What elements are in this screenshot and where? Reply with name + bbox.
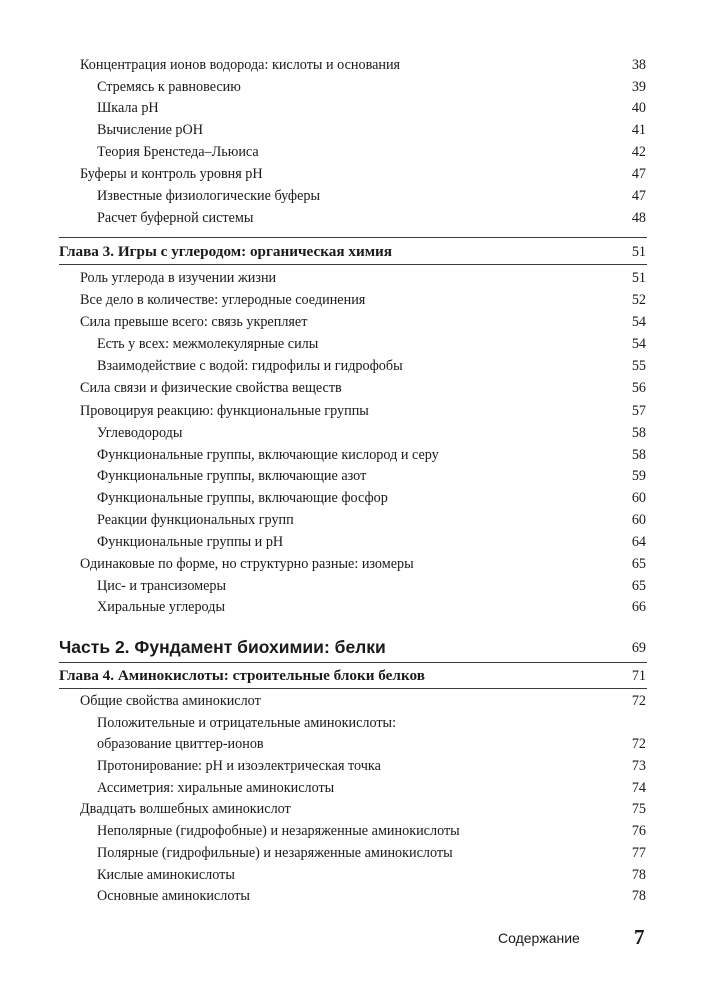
toc-entry-title: Ассиметрия: хиральные аминокислоты <box>97 780 335 796</box>
toc-entry-title: Углеводороды <box>97 425 183 441</box>
toc-entry-title: Основные аминокислоты <box>97 888 250 904</box>
toc-entry-page: 69 <box>631 640 646 656</box>
toc-entry-page: 73 <box>631 758 646 774</box>
toc-entry-page: 60 <box>631 512 646 528</box>
toc-entry-title: Вычисление pOH <box>97 122 204 138</box>
toc-entry-page: 38 <box>631 57 646 73</box>
toc-entry-title: Глава 4. Аминокислоты: строительные блоки белков <box>59 667 425 684</box>
toc-entry-title: Функциональные группы, включающие азот <box>97 468 367 484</box>
toc-entry-page: 51 <box>631 244 646 260</box>
toc-entry-page: 41 <box>631 122 646 138</box>
toc-entry-title: Все дело в количестве: углеродные соединения <box>80 292 366 308</box>
toc-entry-title: Провоцируя реакцию: функциональные группы <box>80 403 369 419</box>
toc-entry-title: Кислые аминокислоты <box>97 867 235 883</box>
toc-entry-title: Неполярные (гидрофобные) и незаряженные аминокислоты <box>97 823 460 839</box>
toc-entry-title: Двадцать волшебных аминокислот <box>80 801 291 817</box>
toc-entry-page: 59 <box>631 468 646 484</box>
toc-entry-page: 65 <box>631 556 646 572</box>
toc-entry-title: Есть у всех: межмолекулярные силы <box>97 336 319 352</box>
toc-entry-page: 74 <box>631 780 646 796</box>
chapter-rule <box>59 662 647 663</box>
toc-entry-page: 54 <box>631 314 646 330</box>
toc-entry-page: 77 <box>631 845 646 861</box>
toc-entry-title: Одинаковые по форме, но структурно разные: изомеры <box>80 556 414 572</box>
toc-entry-title: Шкала pH <box>97 100 159 116</box>
toc-entry-page: 57 <box>631 403 646 419</box>
chapter-rule <box>59 688 647 689</box>
toc-entry-title: Функциональные группы и pH <box>97 534 284 550</box>
toc-entry-title: образование цвиттер-ионов <box>97 736 264 752</box>
chapter-rule <box>59 237 647 238</box>
toc-entry-title: Протонирование: pH и изоэлектрическая точка <box>97 758 381 774</box>
toc-entry-page: 47 <box>631 166 646 182</box>
toc-entry-title: Общие свойства аминокислот <box>80 693 261 709</box>
toc-entry-title: Взаимодействие с водой: гидрофилы и гидрофобы <box>97 358 403 374</box>
toc-entry-title: Реакции функциональных групп <box>97 512 294 528</box>
toc-entry-page: 47 <box>631 188 646 204</box>
toc-entry-page: 55 <box>631 358 646 374</box>
toc-entry-page: 58 <box>631 447 646 463</box>
toc-entry-title: Часть 2. Фундамент биохимии: белки <box>59 637 386 657</box>
toc-entry-title: Полярные (гидрофильные) и незаряженные аминокислоты <box>97 845 453 861</box>
toc-entry-page: 72 <box>631 693 646 709</box>
toc-entry-page: 54 <box>631 336 646 352</box>
toc-entry-page: 60 <box>631 490 646 506</box>
toc-entry-page: 51 <box>631 270 646 286</box>
toc-entry-page: 65 <box>631 578 646 594</box>
toc-entry-title: Сила связи и физические свойства веществ <box>80 380 342 396</box>
toc-entry-page: 66 <box>631 599 646 615</box>
running-footer-title: Содержание <box>498 930 580 946</box>
toc-entry-title: Положительные и отрицательные аминокислоты: <box>97 715 397 731</box>
toc-entry-title: Функциональные группы, включающие кислород и серу <box>97 447 439 463</box>
toc-entry-title: Известные физиологические буферы <box>97 188 321 204</box>
toc-entry-title: Функциональные группы, включающие фосфор <box>97 490 388 506</box>
toc-entry-page: 40 <box>631 100 646 116</box>
toc-entry-page: 64 <box>631 534 646 550</box>
toc-entry-page: 48 <box>631 210 646 226</box>
toc-entry-page: 72 <box>631 736 646 752</box>
toc-entry-page: 58 <box>631 425 646 441</box>
toc-entry-page: 76 <box>631 823 646 839</box>
toc-entry-title: Хиральные углероды <box>97 599 225 615</box>
chapter-rule <box>59 264 647 265</box>
toc-entry-title: Расчет буферной системы <box>97 210 254 226</box>
toc-entry-page: 75 <box>631 801 646 817</box>
toc-entry-title: Роль углерода в изучении жизни <box>80 270 277 286</box>
toc-entry-page: 56 <box>631 380 646 396</box>
toc-entry-page: 71 <box>631 668 646 684</box>
toc-entry-page: 52 <box>631 292 646 308</box>
toc-entry-page: 78 <box>631 867 646 883</box>
toc-entry-title: Глава 3. Игры с углеродом: органическая химия <box>59 243 393 260</box>
toc-entry-page: 39 <box>631 79 646 95</box>
toc-entry-page: 42 <box>631 144 646 160</box>
toc-entry-title: Цис- и трансизомеры <box>97 578 227 594</box>
page-number: 7 <box>634 925 645 949</box>
toc-entry-title: Буферы и контроль уровня pH <box>80 166 263 182</box>
toc-entry-title: Концентрация ионов водорода: кислоты и основания <box>80 57 401 73</box>
toc-entry-title: Теория Бренстеда–Льюиса <box>97 144 259 160</box>
toc-entry-title: Стремясь к равновесию <box>97 79 241 95</box>
toc-entry-title: Сила превыше всего: связь укрепляет <box>80 314 308 330</box>
toc-entry-page: 78 <box>631 888 646 904</box>
